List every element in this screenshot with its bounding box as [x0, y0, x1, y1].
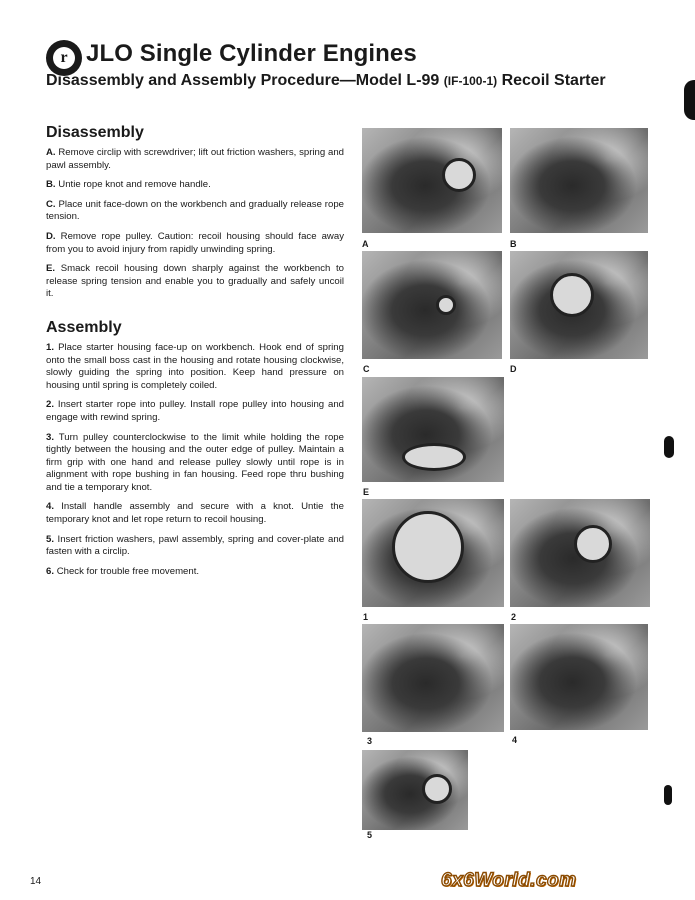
disassembly-step — [46, 199, 344, 224]
photo-c — [362, 251, 502, 359]
disassembly-step-text: Smack recoil housing down sharply against the workbench to release spring tension and enable you to gradually and safely uncoil it. — [46, 263, 344, 300]
photo-label-1: 1 — [363, 612, 369, 622]
photo-e — [362, 377, 504, 482]
assembly-step-key: 1. — [46, 341, 55, 353]
disassembly-step-text: Place unit face-down on the workbench and gradually release rope tension. — [46, 198, 344, 223]
disassembly-step — [46, 231, 344, 256]
scan-edge-mark — [684, 80, 695, 120]
disassembly-step — [46, 147, 344, 172]
disassembly-step-key: A. — [46, 147, 56, 158]
assembly-step — [46, 566, 344, 579]
photo-d — [510, 251, 648, 359]
photo-2 — [510, 499, 650, 607]
assembly-step-text: Insert friction washers, pawl assembly, spring and cover-plate and fasten with a circlip. — [46, 533, 344, 558]
photo-label-b: B — [510, 239, 517, 249]
photo-5 — [362, 750, 468, 830]
photo-4 — [510, 624, 648, 730]
disassembly-step — [46, 263, 344, 301]
assembly-step-key: 5. — [46, 533, 55, 545]
disassembly-step-text: Untie rope knot and remove handle. — [58, 179, 211, 191]
photo-3 — [362, 624, 504, 732]
scan-edge-mark — [664, 436, 674, 458]
page-subtitle — [46, 72, 606, 90]
assembly-step-text: Check for trouble free movement. — [56, 565, 200, 577]
subtitle-code: (IF-100-1) — [443, 74, 498, 88]
assembly-step-key: 4. — [46, 501, 55, 513]
photo-label-3: 3 — [367, 736, 373, 746]
jlo-logo — [46, 40, 82, 76]
assembly-step-key: 6. — [46, 565, 55, 577]
assembly-step — [46, 342, 344, 392]
photo-label-d: D — [510, 364, 517, 374]
photo-a — [362, 128, 502, 233]
photo-label-e: E — [363, 487, 370, 497]
photo-b — [510, 128, 648, 233]
disassembly-heading: Disassembly — [46, 124, 144, 141]
photo-label-4: 4 — [512, 735, 518, 745]
assembly-heading: Assembly — [46, 318, 122, 336]
page-number: 14 — [30, 876, 42, 887]
photo-label-a: A — [362, 239, 369, 249]
disassembly-list — [46, 147, 344, 301]
assembly-list — [46, 342, 344, 579]
assembly-step — [46, 432, 344, 495]
watermark: 6x6World.com — [441, 870, 577, 891]
disassembly-step-text: Remove rope pulley. Caution: recoil housing should face away from you to avoid injury from rapidly unwinding spring. — [46, 230, 344, 255]
assembly-step-key: 3. — [46, 431, 55, 443]
assembly-step — [46, 501, 344, 526]
disassembly-step-key: B. — [46, 179, 56, 191]
assembly-step — [46, 534, 344, 559]
disassembly-step-key: D. — [46, 230, 56, 242]
subtitle-end: Recoil Starter — [501, 72, 606, 89]
photo-label-c: C — [363, 364, 370, 374]
assembly-step — [46, 399, 344, 424]
scan-edge-mark — [664, 785, 672, 805]
instructions-column — [46, 124, 344, 585]
assembly-step-text: Turn pulley counterclockwise to the limit while holding the rope tightly between the housing and the outer edge of pulley. Maintain a firm grip with one hand and release pulley slowly until rope is in alignment with rope bushing in fan housing. Feed rope thru bushing and tie a temporary knot. — [46, 431, 344, 493]
photo-label-2: 2 — [511, 612, 517, 622]
photo-label-5: 5 — [367, 830, 373, 840]
subtitle-main: Disassembly and Assembly Procedure—Model L-99 — [46, 72, 440, 89]
logo-letter-icon: r — [53, 47, 75, 69]
assembly-step-text: Insert starter rope into pulley. Install rope pulley into housing and engage with rewind spring. — [46, 399, 345, 423]
disassembly-step — [46, 179, 344, 192]
assembly-step-key: 2. — [46, 399, 55, 411]
disassembly-step-text: Remove circlip with screwdriver; lift out friction washers, spring and pawl assembly. — [46, 147, 345, 171]
disassembly-step-key: C. — [46, 198, 56, 210]
page-title: JLO Single Cylinder Engines — [86, 40, 417, 67]
photo-1 — [362, 499, 504, 607]
assembly-step-text: Place starter housing face-up on workbench. Hook end of spring onto the small boss cast in the housing and rotate housing clockwise, slowly guiding the spring into position. Keep hand pressure on housing until spring is completely coiled. — [46, 341, 344, 391]
assembly-step-text: Install handle assembly and secure with a knot. Untie the temporary knot and let rope return to recoil housing. — [46, 501, 344, 526]
disassembly-step-key: E. — [46, 263, 56, 275]
